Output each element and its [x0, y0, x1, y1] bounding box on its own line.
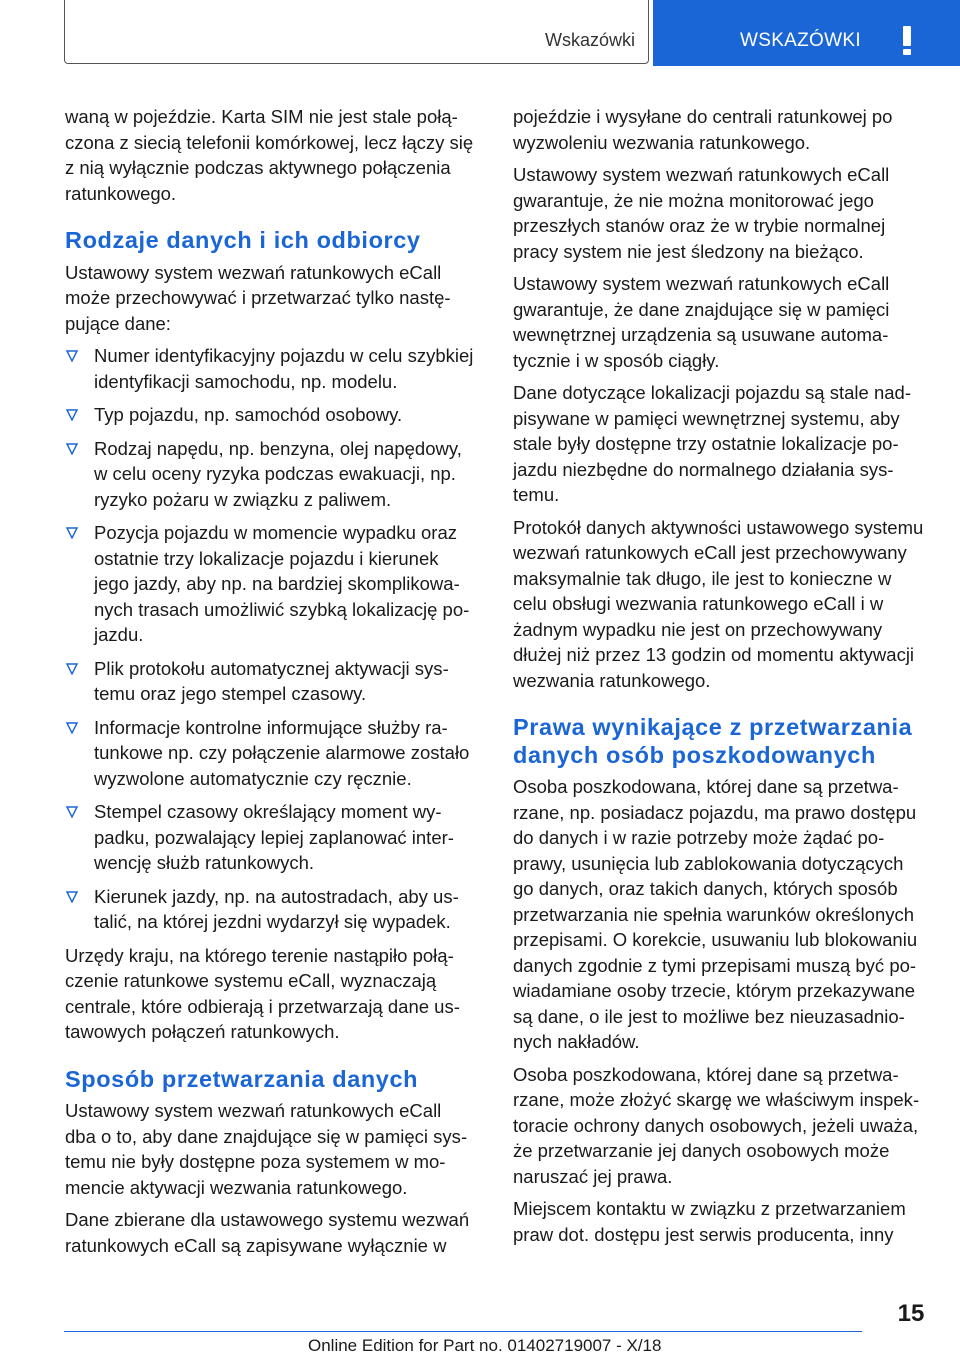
list-item [65, 520, 477, 648]
paragraph: Urzędy kraju, na którego terenie nastąpiło połączenie ratunkowe systemu eCall, wyznaczają centrale, które odbierają i przetwarzają dane ustawowych połączeń ratunkowych. [65, 944, 460, 1042]
triangle-bullet-icon [66, 409, 78, 421]
section-heading: Prawa wynikające z przetwarzania danych osób poszkodowanych [513, 714, 913, 768]
paragraph: Osoba poszkodowana, której dane są przetwarzane, np. posiadacz pojazdu, ma prawo dostępu do danych i w razie potrzeby może żądać poprawy, usunięcia lub zablokowania dotyczących go danych, oraz takich danych, których sposób przetwarzania nie spełnia warunków określonych przepisami. O korekcie, usuwaniu lub blokowaniu danych zgodnie z tymi przepisami muszą być powiadamiane osoby trzecie, którym przekazywane są dane, o ile jest to możliwe bez nieuzasadnionych nakładów. [513, 776, 918, 1052]
section-heading: Sposób przetwarzania danych [65, 1065, 419, 1092]
list-item-text: Plik protokołu automatycznej aktywacji systemu oraz jego stempel czasowy. [94, 657, 449, 704]
header-section-title: Wskazówki [544, 30, 635, 50]
triangle-bullet-icon [66, 443, 78, 455]
header-chapter-title: WSKAZÓWKI [740, 30, 861, 51]
triangle-bullet-icon [66, 527, 78, 539]
list-item-text: Typ pojazdu, np. samochód osobowy. [94, 404, 403, 425]
triangle-bullet-icon [66, 350, 78, 362]
list-item [65, 436, 477, 513]
list-item-text: Pozycja pojazdu w momencie wypadku oraz ostatnie trzy lokalizacje pojazdu i kierunek jego jazdy, aby np. na bardziej skomplikowanych trasach umożliwić szybką lokalizację pojazdu. [94, 522, 470, 645]
paragraph: Osoba poszkodowana, której dane są przetwarzane, może złożyć skargę we właściwym inspektoracie ochrony danych osobowych, jeżeli uważa, że przetwarzanie jej danych osobowych może naruszać jej prawa. [513, 1063, 920, 1187]
section-heading: Rodzaje danych i ich odbiorcy [65, 227, 421, 253]
list-item [65, 402, 477, 428]
triangle-bullet-icon [66, 722, 78, 734]
footer-edition: Online Edition for Part no. 01402719007 - X/18 [308, 1336, 662, 1355]
paragraph: pojeździe i wysyłane do centrali ratunkowej po wyzwoleniu wezwania ratunkowego. [513, 106, 893, 153]
paragraph: Ustawowy system wezwań ratunkowych eCall dba o to, aby dane znajdujące się w pamięci systemu nie były dostępne poza systemem w momencie aktywacji wezwania ratunkowego. [65, 1100, 468, 1198]
list-item-text: Informacje kontrolne informujące służby ratunkowe np. czy połączenie alarmowe zostało wyzwolone automatycznie czy ręcznie. [94, 716, 470, 789]
paragraph: Dane dotyczące lokalizacji pojazdu są stale nadpisywane w pamięci wewnętrznej systemu, aby stale były dostępne trzy ostatnie lokalizacje pojazdu niezbędne do normalnego działania systemu. [513, 382, 911, 505]
exclamation-icon [899, 24, 915, 56]
list-item-text: Rodzaj napędu, np. benzyna, olej napędowy, w celu oceny ryzyka podczas ewakuacji, np. ryzyko pożaru w związku z paliwem. [94, 437, 462, 510]
list-item [65, 715, 477, 792]
list-item-text: Kierunek jazdy, np. na autostradach, aby ustalić, na której jezdni wydarzył się wypadek. [94, 885, 459, 932]
triangle-bullet-icon [66, 806, 78, 818]
triangle-bullet-icon [66, 891, 78, 903]
list-item [65, 656, 477, 707]
page-number: 15 [897, 1300, 925, 1327]
list-item-text: Stempel czasowy określający moment wypadku, pozwalający lepiej zaplanować interwencję służb ratunkowych. [94, 801, 454, 873]
paragraph: waną w pojeździe. Karta SIM nie jest stale połączona z siecią telefonii komórkowej, lecz łączy się z nią wyłącznie podczas aktywnego połączenia ratunkowego. [65, 106, 474, 204]
data-list [65, 343, 477, 935]
left-column [65, 104, 477, 1265]
paragraph: Miejscem kontaktu w związku z przetwarzaniem praw dot. dostępu jest serwis producenta, inny [513, 1198, 906, 1245]
paragraph: Protokół danych aktywności ustawowego systemu wezwań ratunkowych eCall jest przechowywany maksymalnie tak długo, ile jest to konieczne w celu obsługi wezwania ratunkowego eCall i w żadnym wypadku nie jest on przechowywany dłużej niż przez 13 godzin od momentu aktywacji wezwania ratunkowego. [513, 516, 924, 691]
paragraph: Ustawowy system wezwań ratunkowych eCall gwarantuje, że dane znajdujące się w pamięci wewnętrznej urządzenia są usuwane automatycznie i w sposób ciągły. [513, 273, 890, 371]
footer-divider [64, 1331, 862, 1332]
paragraph: Ustawowy system wezwań ratunkowych eCall gwarantuje, że nie można monitorować jego przeszłych stanów oraz że w trybie normalnej pracy system nie jest śledzony na bieżąco. [513, 164, 890, 262]
list-item-text: Numer identyfikacyjny pojazdu w celu szybkiej identyfikacji samochodu, np. modelu. [94, 345, 474, 392]
triangle-bullet-icon [66, 663, 78, 675]
paragraph: Ustawowy system wezwań ratunkowych eCall może przechowywać i przetwarzać tylko następujące dane: [65, 261, 451, 334]
list-item [65, 343, 477, 394]
list-item [65, 799, 477, 876]
right-column [513, 104, 925, 1254]
list-item [65, 884, 477, 935]
paragraph: Dane zbierane dla ustawowego systemu wezwań ratunkowych eCall są zapisywane wyłącznie w [65, 1209, 470, 1256]
